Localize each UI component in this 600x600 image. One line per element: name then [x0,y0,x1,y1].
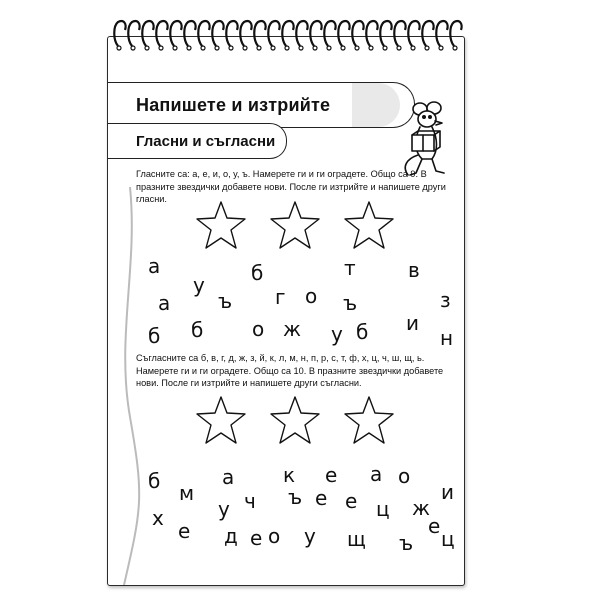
letter-tile[interactable]: б [191,318,204,342]
blank-star[interactable] [271,202,319,248]
blank-star[interactable] [345,202,393,248]
vowel-star-row [195,200,395,250]
title-banner [108,82,415,128]
blank-star[interactable] [197,202,245,248]
letter-tile[interactable]: е [345,489,358,513]
letter-tile[interactable]: о [305,284,318,308]
page-subtitle: Гласни и съгласни [136,132,276,150]
blank-star[interactable] [345,397,393,443]
blank-star[interactable] [197,397,245,443]
letter-tile[interactable]: у [331,322,343,346]
title-banner-stripe [352,83,400,127]
letter-tile[interactable]: у [193,273,205,297]
letter-tile[interactable]: а [148,254,161,278]
letter-tile[interactable]: е [315,486,328,510]
letter-tile[interactable]: д [224,524,238,548]
letter-tile[interactable]: б [251,261,264,285]
letter-tile[interactable]: у [218,497,230,521]
letter-tile[interactable]: о [398,464,411,488]
letter-tile[interactable]: е [178,519,191,543]
letter-tile[interactable]: в [408,258,420,282]
letter-tile[interactable]: б [148,469,161,493]
letter-tile[interactable]: о [268,524,281,548]
workbook-page [107,36,465,586]
letter-tile[interactable]: е [250,526,263,550]
letter-tile[interactable]: м [179,481,195,505]
letter-tile[interactable]: ъ [343,291,358,315]
letter-tile[interactable]: у [304,524,316,548]
vowels-instructions: Гласните са: а, е, и, о, у, ъ. Намерете ги и ги оградете. Общо са 9. В празните звездички добавете нови. После ги изтрийте и напишете други гласни. [136,169,446,204]
letter-tile[interactable]: ч [244,489,256,513]
consonant-star-row [195,395,395,445]
page-title: Напишете и изтрийте [136,94,331,115]
letter-tile[interactable]: ц [376,497,390,521]
letter-tile[interactable]: б [148,324,161,348]
letter-tile[interactable]: к [283,463,296,487]
consonants-instructions: Съгласните са б, в, г, д, ж, з, й, к, л, м, н, п, р, с, т, ф, х, ц, ч, ш, щ, ь. Намерете ги и ги оградете. Общо са 10. В празните звездички добавете нови. После ги изтрийте и напишете други съгласни. [136,353,444,388]
letter-tile[interactable]: з [440,288,451,312]
letter-tile[interactable]: и [406,311,419,335]
letter-tile[interactable]: и [441,480,454,504]
letter-tile[interactable]: е [325,463,338,487]
letter-tile[interactable]: а [222,465,235,489]
letter-tile[interactable]: ц [441,527,455,551]
letter-tile[interactable]: т [344,256,356,280]
letter-tile[interactable]: щ [347,527,366,551]
letter-tile[interactable]: ж [283,317,302,341]
letter-tile[interactable]: н [440,326,454,350]
letter-tile[interactable]: ъ [399,531,414,555]
blank-star[interactable] [271,397,319,443]
letter-tile[interactable]: а [158,291,171,315]
letter-tile[interactable]: б [356,320,369,344]
letter-tile[interactable]: х [152,506,164,530]
subtitle-banner [108,123,287,159]
letter-tile[interactable]: ъ [288,485,303,509]
letter-tile[interactable]: г [275,285,286,309]
letter-tile[interactable]: ъ [218,289,233,313]
letter-tile[interactable]: о [252,317,265,341]
letter-tile[interactable]: а [370,462,383,486]
letter-tile[interactable]: е [428,514,441,538]
letter-tile[interactable]: ж [412,496,431,520]
